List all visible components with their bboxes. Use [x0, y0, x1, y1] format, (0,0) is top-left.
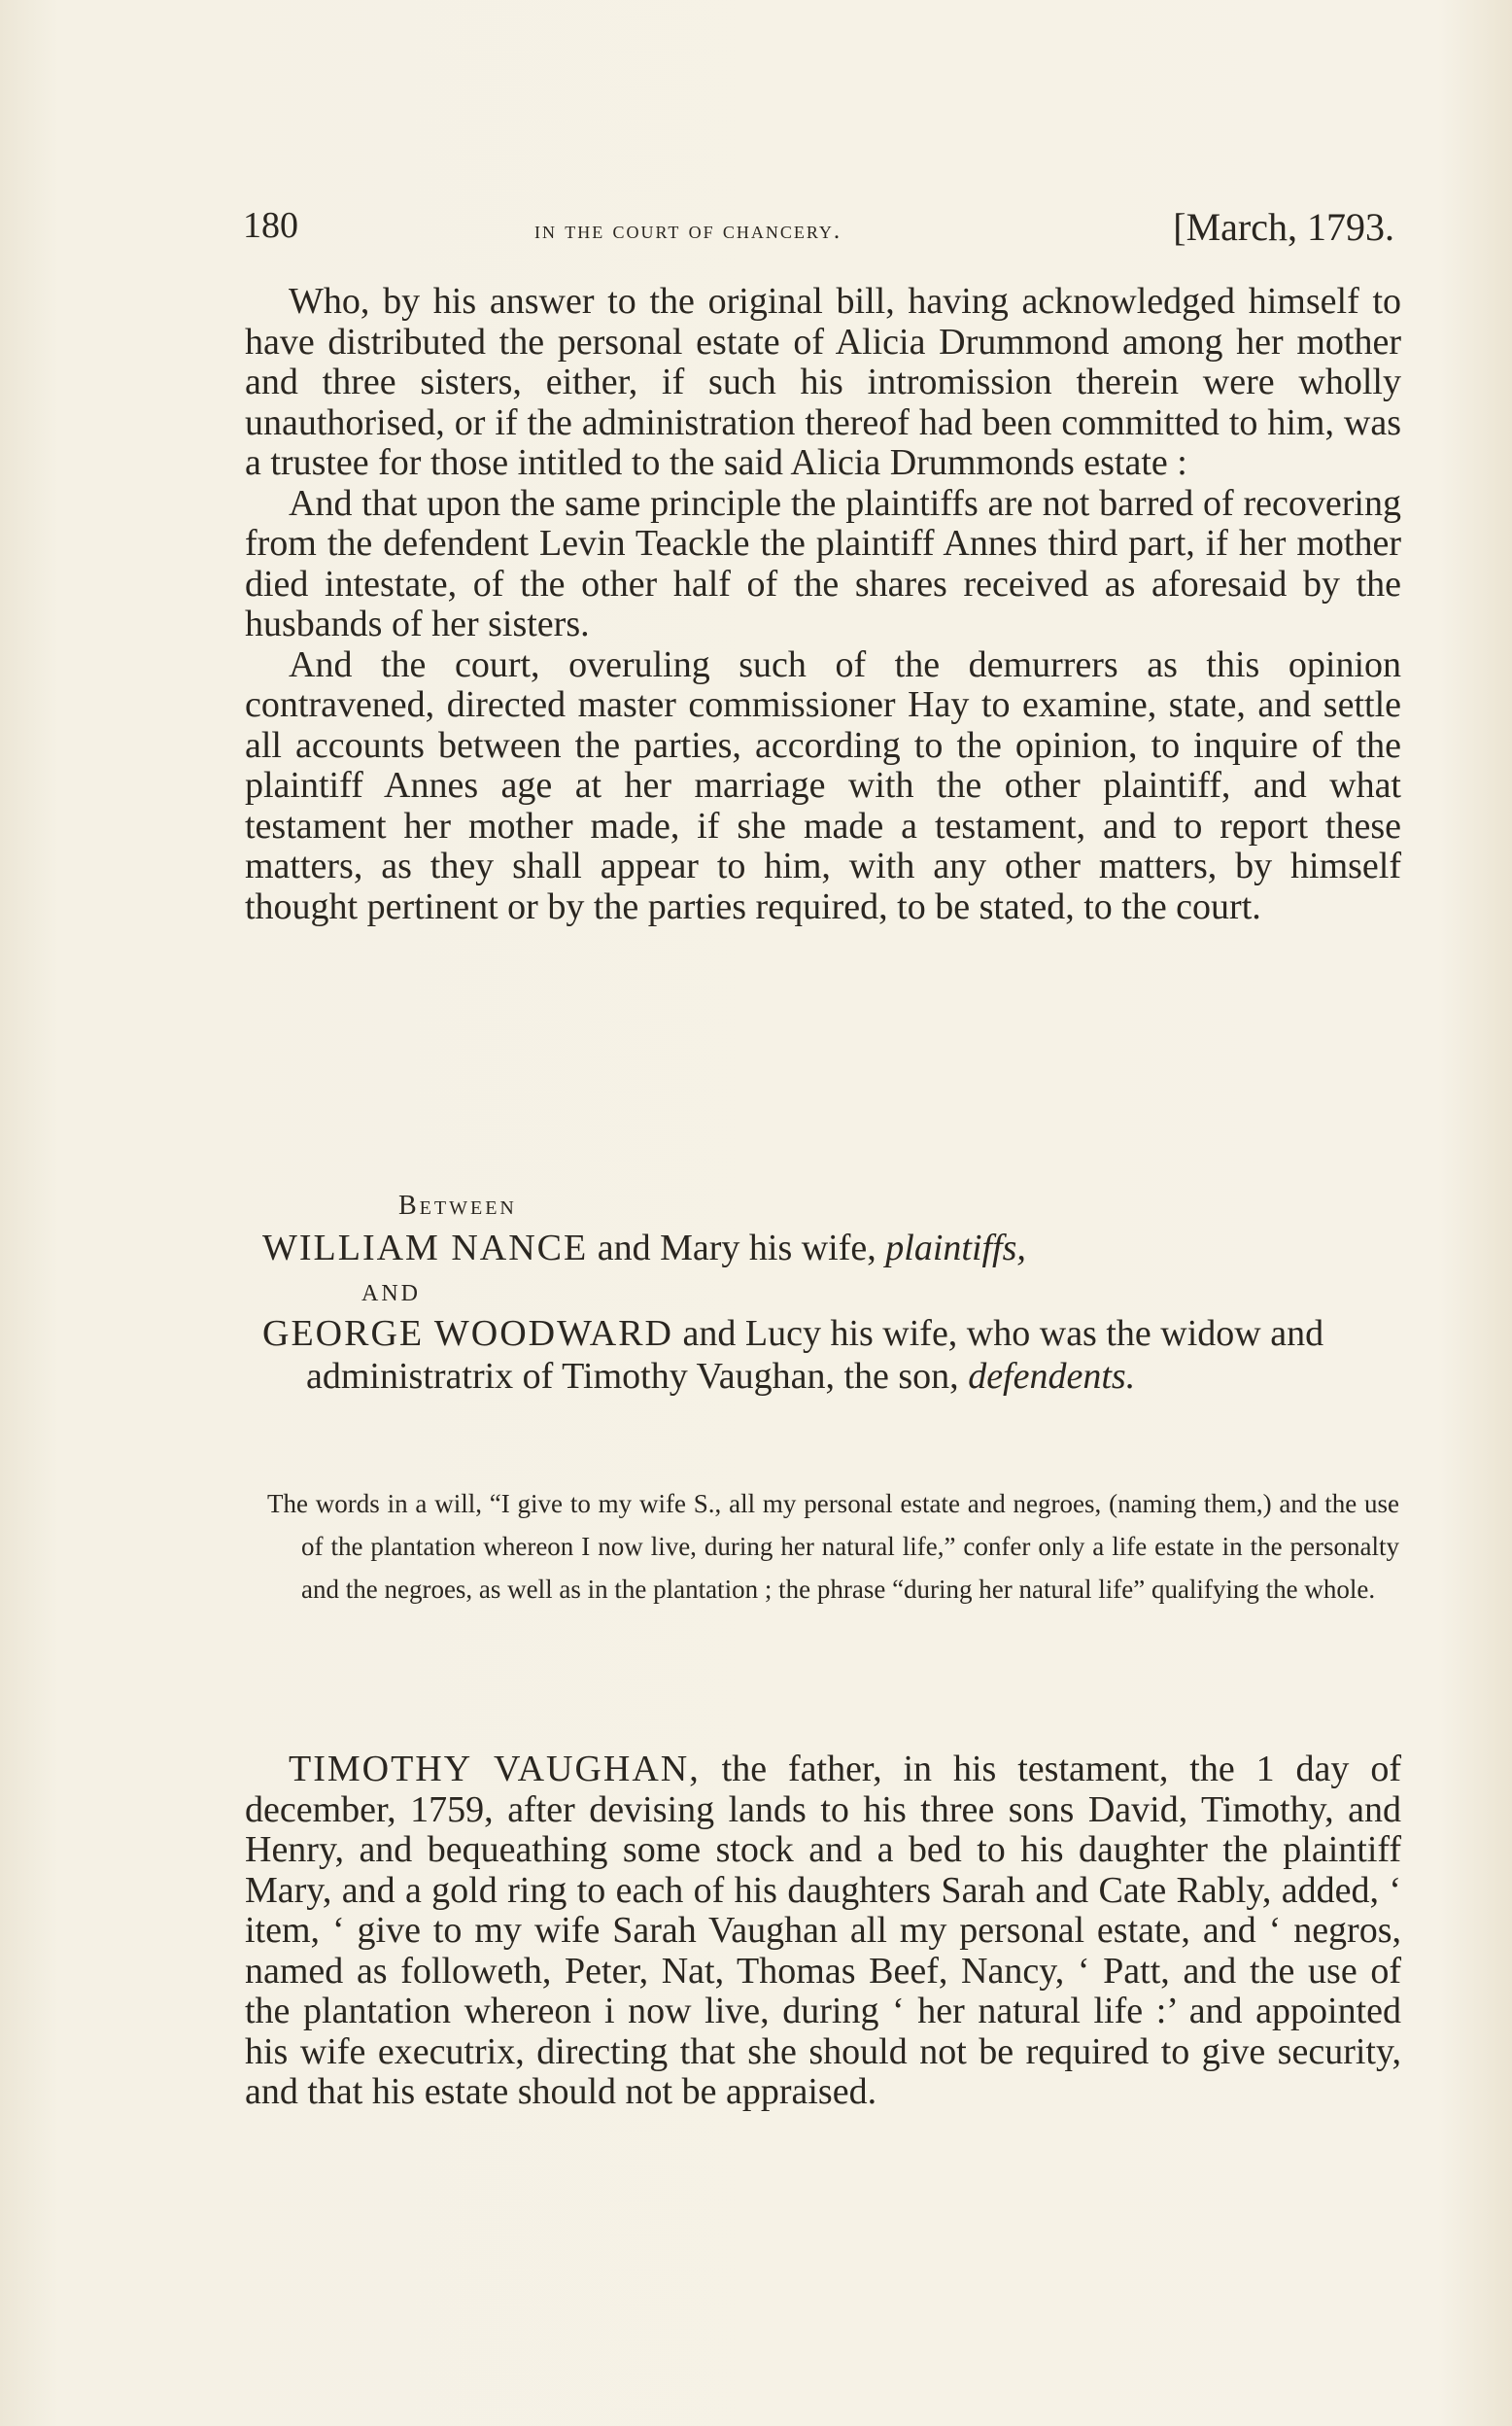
- defendant-description: and Lucy his wife, who was the widow and administratrix of Timothy Vaughan, the son,: [306, 1313, 1324, 1397]
- and-label: AND: [361, 1281, 421, 1306]
- plaintiffs-line: [262, 1227, 1399, 1269]
- plaintiff-description: and Mary his wife,: [588, 1228, 886, 1268]
- paragraph: And that upon the same principle the plaintiffs are not barred of recovering from the defendent Levin Teackle the plaintiff Annes third part, if her mother died intestate, of the other half of the shares received as aforesaid by the husbands of her sisters.: [245, 482, 1401, 644]
- defendants-line: [262, 1312, 1399, 1398]
- defendant-name: GEORGE WOODWARD: [262, 1313, 673, 1354]
- headnote: The words in a will, “I give to my wife S., all my personal estate and negroes, (naming them,) and the use of the plantation whereon I now live, during her natural life,” confer only a life estate in the personalty and the negroes, as well as in the plantation ; the phrase “during her natural life” qualifying the whole.: [267, 1489, 1399, 1604]
- between-label: Between: [398, 1191, 517, 1221]
- running-head: in the court of chancery.: [534, 218, 842, 244]
- lead-name: TIMOTHY VAUGHAN,: [289, 1749, 701, 1789]
- page-number: 180: [243, 205, 298, 246]
- plaintiff-name: WILLIAM NANCE: [262, 1228, 589, 1268]
- date-heading: [March, 1793.: [1173, 205, 1394, 249]
- continued-opinion-text: [245, 282, 1401, 927]
- defendant-role: defendents.: [968, 1356, 1136, 1397]
- paragraph: And the court, overuling such of the demurrers as this opinion contravened, directed master commissioner Hay to examine, state, and settle all accounts between the parties, according to the opinion, to inquire of the plaintiff Annes age at her marriage with the other plaintiff, and what testament her mother made, if she made a testament, and to report these matters, as they shall appear to him, with any other matters, by himself thought pertinent or by the parties required, to be stated, to the court.: [245, 643, 1401, 927]
- paragraph-body: the father, in his testament, the 1 day of december, 1759, after devising lands to his three sons David, Timothy, and Henry, and bequeathing some stock and a bed to his daughter the plaintiff Mary, and a gold ring to each of his daughters Sarah and Cate Rably, added, ‘ item, ‘ give to my wife Sarah Vaughan all my personal estate, and ‘ negros, named as followeth, Peter, Nat, Thomas Beef, Nancy, ‘ Patt, and the use of the plantation whereon i now live, during ‘ her natural life :’ and appointed his wife executrix, directing that she should not be required to give security, and that his estate should not be appraised.: [245, 1749, 1401, 2112]
- opinion-text: [245, 1750, 1401, 2113]
- opening-paragraph: [245, 1750, 1401, 2113]
- plaintiff-role: plaintiffs,: [885, 1228, 1026, 1268]
- paragraph: Who, by his answer to the original bill, having acknowledged himself to have distributed the personal estate of Alicia Drummond among her mother and three sisters, either, if such his intromission therein were wholly unauthorised, or if the administration thereof had been committed to him, was a trustee for those intitled to the said Alicia Drummonds estate :: [245, 281, 1401, 483]
- page-header: [243, 204, 1404, 262]
